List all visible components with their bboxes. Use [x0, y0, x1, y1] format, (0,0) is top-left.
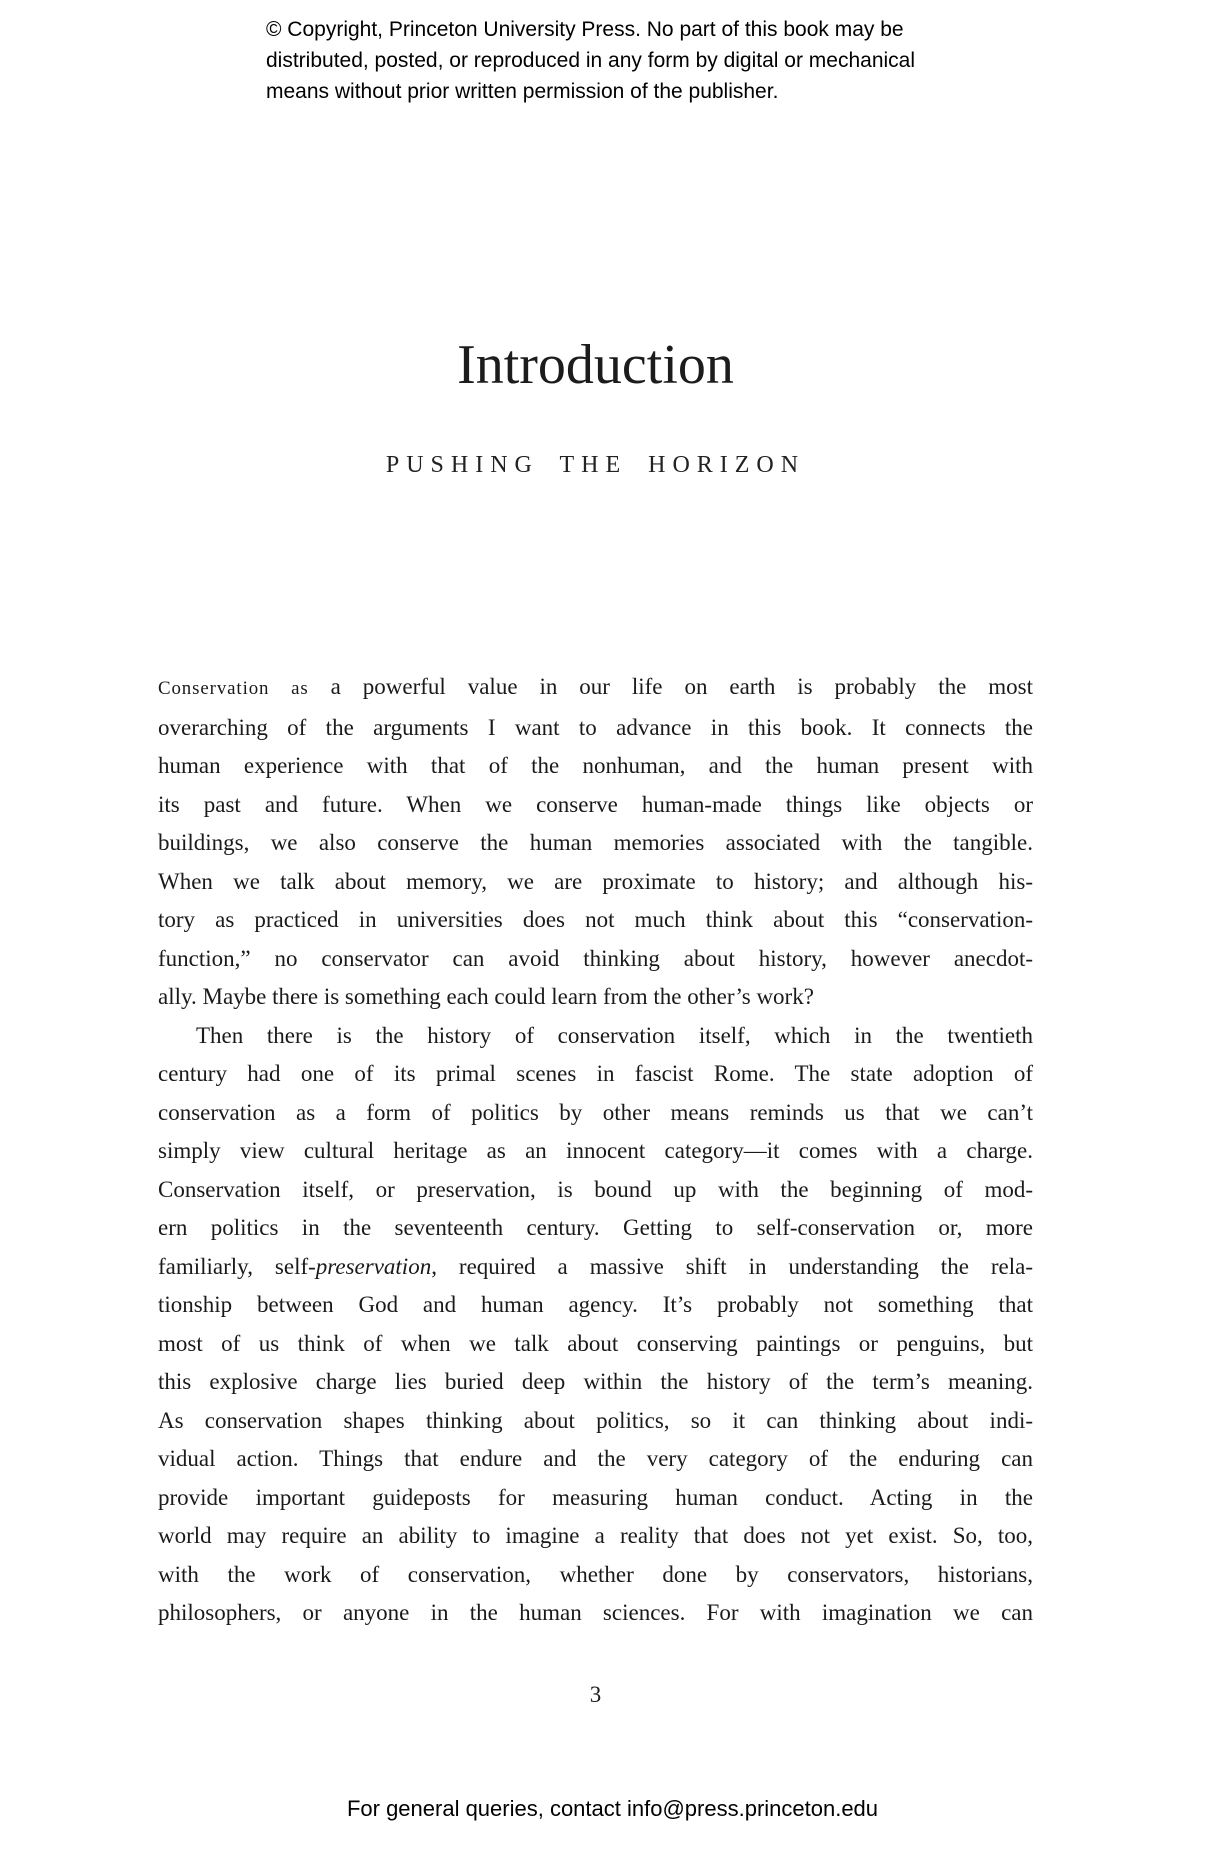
page-number: 3 [589, 1682, 602, 1707]
copyright-line: © Copyright, Princeton University Press. No part of this book may be [266, 18, 904, 41]
chapter-subtitle: PUSHING THE HORIZON [385, 452, 806, 478]
body-line [158, 747, 1033, 786]
text-segment: tory as practiced in universities does not much think about this “conservation- [158, 907, 1033, 932]
body-line [158, 1094, 1033, 1133]
chapter-title: Introduction [457, 334, 734, 396]
text-segment: with the work of conservation, whether done by conservators, historians, [158, 1561, 1033, 1587]
body-line [158, 1594, 1033, 1633]
footer-queries-note: For general queries, contact info@press.princeton.edu [346, 1796, 879, 1821]
text-segment: ally. Maybe there is something each could learn from the other’s work? [158, 984, 814, 1009]
copyright-notice [266, 14, 915, 107]
paragraph [158, 668, 1033, 1017]
body-line [158, 1171, 1033, 1210]
text-segment: simply view cultural heritage as an innocent category—it comes with a charge. [158, 1138, 1033, 1163]
body-line [158, 1132, 1033, 1171]
italic-text: preservation [315, 1253, 432, 1279]
body-line [158, 1325, 1033, 1364]
text-segment: As conservation shapes thinking about politics, so it can thinking about indi- [158, 1407, 1033, 1433]
body-text [158, 668, 1033, 1633]
body-line [158, 1479, 1033, 1518]
body-line [158, 709, 1033, 748]
text-segment: buildings, we also conserve the human memories associated with the tangible. [158, 830, 1033, 855]
body-line [158, 978, 1033, 1017]
body-line [158, 824, 1033, 863]
text-segment: world may require an ability to imagine a reality that does not yet exist. So, too, [158, 1523, 1033, 1548]
body-line [158, 786, 1033, 825]
body-line [158, 901, 1033, 940]
paragraph [158, 1017, 1033, 1633]
body-line [158, 1055, 1033, 1094]
text-segment: conservation as a form of politics by other means reminds us that we can’t [158, 1099, 1033, 1125]
text-segment: this explosive charge lies buried deep within the history of the term’s meaning. [158, 1369, 1033, 1394]
text-segment: , required a massive shift in understanding the rela- [431, 1253, 1034, 1279]
text-segment: century had one of its primal scenes in fascist Rome. The state adoption of [158, 1061, 1033, 1086]
text-segment: familiarly, self- [158, 1253, 316, 1279]
body-line [158, 1017, 1033, 1056]
body-line [158, 1363, 1033, 1402]
text-segment: vidual action. Things that endure and the very category of the enduring can [158, 1446, 1033, 1471]
body-line [158, 668, 1033, 709]
text-segment: tionship between God and human agency. It’s probably not something that [158, 1292, 1033, 1317]
body-line [158, 940, 1033, 979]
text-segment: Then there is the history of conservation itself, which in the twentieth [196, 1022, 1033, 1048]
text-segment: human experience with that of the nonhuman, and the human present with [158, 753, 1033, 778]
copyright-line: distributed, posted, or reproduced in any form by digital or mechanical [266, 49, 916, 72]
body-line [158, 863, 1033, 902]
text-segment: most of us think of when we talk about conserving paintings or penguins, but [158, 1330, 1033, 1356]
text-segment: a powerful value in our life on earth is probably the most [308, 674, 1033, 699]
body-line [158, 1248, 1033, 1287]
text-segment: provide important guideposts for measuring human conduct. Acting in the [158, 1484, 1033, 1510]
text-segment: When we talk about memory, we are proximate to history; and although his- [158, 868, 1033, 894]
text-segment: function,” no conservator can avoid thinking about history, however anecdot- [158, 945, 1033, 971]
text-segment: philosophers, or anyone in the human sciences. For with imagination we can [158, 1600, 1033, 1625]
small-caps-lead: Conservation as [158, 678, 309, 699]
body-line [158, 1556, 1033, 1595]
text-segment: ern politics in the seventeenth century. Getting to self-conservation or, more [158, 1215, 1033, 1240]
body-line [158, 1209, 1033, 1248]
body-line [158, 1517, 1033, 1556]
text-segment: Conservation itself, or preservation, is bound up with the beginning of mod- [158, 1176, 1033, 1202]
text-segment: overarching of the arguments I want to advance in this book. It connects the [158, 714, 1033, 740]
copyright-line: means without prior written permission of the publisher. [266, 80, 779, 103]
body-line [158, 1286, 1033, 1325]
body-line [158, 1440, 1033, 1479]
body-line [158, 1402, 1033, 1441]
text-segment: its past and future. When we conserve human-made things like objects or [158, 791, 1033, 817]
